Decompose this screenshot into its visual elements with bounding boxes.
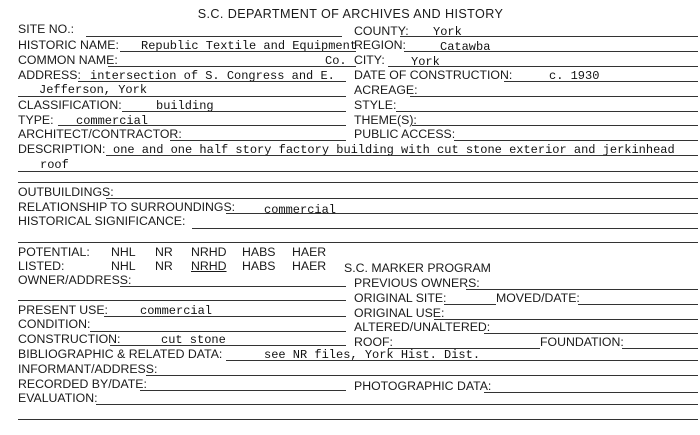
line-description — [106, 155, 698, 156]
label-style: STYLE: — [354, 98, 397, 112]
line-style — [396, 111, 698, 112]
value-address-line1: intersection of S. Congress and E. — [90, 69, 335, 83]
line-acreage — [410, 96, 698, 97]
value-classification: building — [156, 99, 214, 113]
line-evaluation — [96, 404, 698, 405]
label-public-access: PUBLIC ACCESS: — [354, 127, 456, 141]
line-city — [388, 66, 698, 67]
label-original-use: ORIGINAL USE: — [354, 306, 445, 320]
label-foundation: FOUNDATION: — [540, 335, 624, 349]
line-recorded-by — [140, 390, 346, 391]
line-public-access — [454, 140, 698, 141]
label-description: DESCRIPTION: — [18, 142, 106, 156]
line-historical-significance — [192, 228, 698, 229]
label-acreage: ACREAGE: — [354, 83, 418, 97]
listed-nr: NR — [155, 259, 173, 273]
line-previous-owners — [466, 289, 698, 290]
value-construction: cut stone — [161, 333, 226, 347]
listed-haer: HAER — [292, 259, 327, 273]
label-bibliographic: BIBLIOGRAPHIC & RELATED DATA: — [18, 347, 223, 361]
line-description-2 — [18, 171, 698, 172]
value-address-line2: Jefferson, York — [39, 83, 148, 97]
form-title: S.C. DEPARTMENT OF ARCHIVES AND HISTORY — [197, 7, 504, 21]
label-relationship: RELATIONSHIP TO SURROUNDINGS: — [18, 200, 236, 214]
label-architect: ARCHITECT/CONTRACTOR: — [18, 127, 182, 141]
label-common-name: COMMON NAME: — [18, 53, 118, 67]
label-previous-owners: PREVIOUS OWNERS: — [354, 276, 480, 290]
listed-nrhd: NRHD — [191, 259, 227, 273]
line-original-use — [434, 319, 698, 320]
label-listed: LISTED: — [18, 259, 65, 273]
line-present-use — [104, 316, 346, 317]
value-bibliographic: see NR files, York Hist. Dist. — [264, 348, 481, 362]
label-date-of-construction: DATE OF CONSTRUCTION: — [354, 68, 513, 82]
line-owner-address-2 — [18, 300, 346, 301]
line-altered — [484, 333, 698, 334]
label-roof: ROOF: — [354, 335, 393, 349]
line-region — [404, 51, 698, 52]
value-description-line2: roof — [40, 158, 69, 172]
label-original-site: ORIGINAL SITE: — [354, 291, 447, 305]
line-outbuildings — [106, 198, 698, 199]
label-region: REGION: — [354, 38, 406, 52]
value-city: York — [411, 55, 440, 69]
label-evaluation: EVALUATION: — [18, 391, 98, 405]
line-informant — [146, 375, 698, 376]
value-present-use: commercial — [140, 304, 213, 318]
listed-habs: HABS — [242, 259, 276, 273]
line-themes — [412, 125, 698, 126]
label-condition: CONDITION: — [18, 317, 91, 331]
potential-habs: HABS — [242, 245, 276, 259]
label-altered: ALTERED/UNALTERED: — [354, 320, 491, 334]
label-site-no: SITE NO.: — [18, 22, 75, 36]
line-owner-address — [120, 286, 346, 287]
line-address-2 — [18, 96, 346, 97]
line-historic-name — [120, 51, 356, 52]
label-marker-program: S.C. MARKER PROGRAM — [344, 261, 491, 275]
label-historic-name: HISTORIC NAME: — [18, 38, 119, 52]
value-type: commercial — [76, 114, 149, 128]
line-moved-date — [578, 304, 698, 305]
line-bibliographic — [226, 360, 698, 361]
value-date-of-construction: c. 1930 — [549, 69, 600, 83]
label-photographic-data: PHOTOGRAPHIC DATA: — [354, 379, 492, 393]
listed-nhl: NHL — [111, 259, 136, 273]
value-county: York — [433, 25, 462, 39]
potential-nrhd: NRHD — [191, 245, 227, 259]
label-classification: CLASSIFICATION: — [18, 98, 122, 112]
label-moved-date: MOVED/DATE: — [496, 291, 580, 305]
line-evaluation-2 — [18, 419, 698, 420]
potential-nr: NR — [155, 245, 173, 259]
section-divider-1 — [18, 182, 698, 183]
line-county — [400, 36, 698, 37]
label-historical-significance: HISTORICAL SIGNIFICANCE: — [18, 214, 186, 228]
line-photographic-data — [484, 392, 698, 393]
label-owner-address: OWNER/ADDRESS: — [18, 273, 132, 287]
value-description-line1: one and one half story factory building with cut stone exterior and jerkinhead — [113, 143, 675, 157]
line-construction — [110, 345, 346, 346]
label-recorded-by: RECORDED BY/DATE: — [18, 377, 147, 391]
label-outbuildings: OUTBUILDINGS: — [18, 185, 114, 199]
value-region: Catawba — [440, 40, 491, 54]
line-foundation — [622, 348, 698, 349]
line-classification — [122, 111, 346, 112]
value-common-name: Co. — [325, 54, 347, 68]
label-construction: CONSTRUCTION: — [18, 332, 121, 346]
label-city: CITY: — [354, 53, 385, 67]
potential-nhl: NHL — [111, 245, 136, 259]
label-themes: THEME(S): — [354, 113, 417, 127]
line-date-of-construction — [504, 81, 698, 82]
label-potential: POTENTIAL: — [18, 245, 90, 259]
line-original-site — [444, 304, 496, 305]
label-address: ADDRESS: — [18, 68, 81, 82]
line-type — [58, 125, 346, 126]
section-divider-2 — [18, 242, 698, 243]
line-architect — [170, 140, 346, 141]
label-type: TYPE: — [18, 113, 54, 127]
label-present-use: PRESENT USE: — [18, 303, 108, 317]
line-roof — [388, 348, 540, 349]
value-relationship: commercial — [264, 203, 337, 217]
line-relationship — [226, 213, 698, 214]
line-site-no — [86, 36, 342, 37]
line-address — [78, 81, 346, 82]
line-common-name — [108, 66, 356, 67]
potential-haer: HAER — [292, 245, 327, 259]
label-county: COUNTY: — [354, 24, 409, 38]
line-condition — [90, 331, 346, 332]
label-informant: INFORMANT/ADDRESS: — [18, 362, 158, 376]
value-historic-name: Republic Textile and Equipment — [141, 39, 358, 53]
